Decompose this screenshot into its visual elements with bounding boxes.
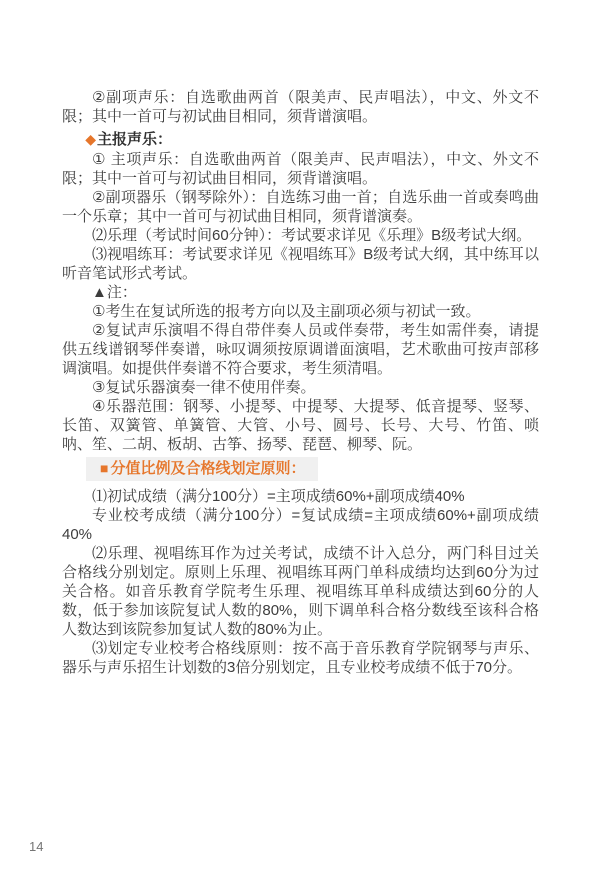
paragraph-sub-instrument: ②副项器乐（钢琴除外）：自选练习曲一首；自选乐曲一首或奏鸣曲一个乐章；其中一首可与初试曲目相同，须背谱演奏。 xyxy=(62,189,539,225)
heading-main-vocal xyxy=(62,130,539,149)
paragraph-score-1: ⑴初试成绩（满分100分）=主项成绩60%+副项成绩40% xyxy=(92,488,465,505)
paragraph-note-1: ①考生在复试所选的报考方向以及主副项必须与初试一致。 xyxy=(92,303,481,320)
section-header-label: 分值比例及合格线划定原则： xyxy=(110,460,306,477)
paragraph-score-4: ⑶划定专业校考合格线原则：按不高于音乐教育学院钢琴与声乐、器乐与声乐招生计划数的3倍分别划定，且专业校考成绩不低于70分。 xyxy=(62,640,539,676)
page-number: 14 xyxy=(29,839,44,854)
heading-main-vocal-label: 主报声乐： xyxy=(97,131,173,148)
paragraph-note-2: ②复试声乐演唱不得自带伴奏人员或伴奏带，考生如需伴奏，请提供五线谱钢琴伴奏谱，咏叹调须按原调谱面演唱，艺术歌曲可按声部移调演唱。如提供伴奏谱不符合要求，考生须清唱。 xyxy=(62,322,539,377)
paragraph-score-2: 专业校考成绩（满分100分）=复试成绩=主项成绩60%+副项成绩40% xyxy=(62,507,539,543)
paragraph-note-4: ④乐器范围：钢琴、小提琴、中提琴、大提琴、低音提琴、竖琴、长笛、双簧管、单簧管、大管、小号、圆号、长号、大号、竹笛、唢呐、笙、二胡、板胡、古筝、扬琴、琵琶、柳琴、阮。 xyxy=(62,398,539,453)
paragraph-music-theory: ⑵乐理（考试时间60分钟）：考试要求详见《乐理》B级考试大纲。 xyxy=(92,227,532,244)
paragraph-score-3: ⑵乐理、视唱练耳作为过关考试，成绩不计入总分，两门科目过关合格线分别划定。原则上乐理、视唱练耳两门单科成绩均达到60分为过关合格。如音乐教育学院考生乐理、视唱练耳单科成绩达到60分的人数，低于参加该院复试人数的80%，则下调单科合格分数线至该科合格人数达到该院参加复试人数的80%为止。 xyxy=(62,545,539,638)
diamond-bullet-icon: ◆ xyxy=(85,131,97,147)
paragraph-note-label: ▲注： xyxy=(92,284,137,301)
paragraph-main-vocal: ① 主项声乐：自选歌曲两首（限美声、民声唱法），中文、外文不限；其中一首可与初试曲目相同，须背谱演唱。 xyxy=(62,151,539,187)
paragraph-note-3: ③复试乐器演奏一律不使用伴奏。 xyxy=(92,379,316,396)
square-bullet-icon: ■ xyxy=(100,460,109,476)
section-header-score-rules xyxy=(86,457,318,481)
paragraph-sub-vocal: ②副项声乐：自选歌曲两首（限美声、民声唱法），中文、外文不限；其中一首可与初试曲目相同，须背谱演唱。 xyxy=(62,89,539,125)
section-header-row xyxy=(62,454,539,487)
paragraph-sight-singing: ⑶视唱练耳：考试要求详见《视唱练耳》B级考试大纲，其中练耳以听音笔试形式考试。 xyxy=(62,246,539,282)
document-body xyxy=(62,88,539,677)
